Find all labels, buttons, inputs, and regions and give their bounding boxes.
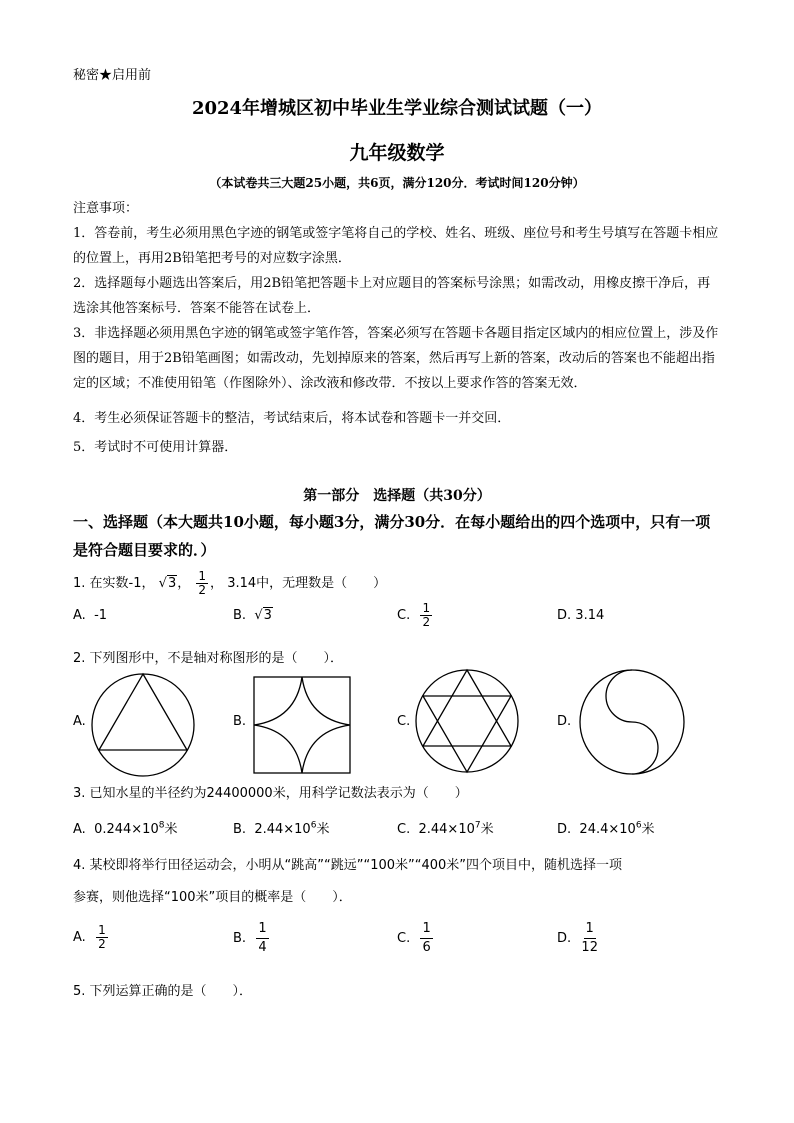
q1-b-sqrt: √3: [254, 608, 272, 623]
q1-d-label: D.: [557, 608, 572, 623]
q4-c-label: C.: [397, 931, 411, 946]
question-3: 3. 已知水星的半径约为24400000米，用科学记数法表示为（ ）: [73, 786, 468, 801]
q4-b-fraction: [256, 920, 268, 957]
q3-d-unit: 米: [641, 822, 655, 837]
q3-b-mantissa: 2.44×10: [254, 822, 311, 837]
q1-a-label: A.: [73, 608, 86, 623]
q4-d-num: 1: [584, 920, 596, 939]
q1-fraction-den: 2: [198, 583, 207, 597]
q4-b-label: B.: [233, 931, 247, 946]
q1-b-label: B.: [233, 608, 247, 623]
q3-b-label: B.: [233, 822, 247, 837]
q4-a-den: 2: [98, 937, 106, 951]
q4-b-num: 1: [256, 920, 268, 939]
q1-sep2: ，: [177, 576, 191, 591]
q4-a-label: A.: [73, 930, 86, 945]
section-heading: 一、选择题（本大题共10小题，每小题3分，满分30分．在每小题给出的四个选项中，只有一项是符合题目要求的．）: [73, 513, 711, 559]
q1-fraction: [196, 570, 208, 597]
q2-label-c: C.: [397, 714, 411, 729]
q4-b-den: 4: [258, 940, 267, 955]
q3-c-mantissa: 2.44×10: [418, 822, 475, 837]
q3-c-exponent: 7: [474, 820, 481, 831]
q1-c-den: 2: [422, 615, 431, 629]
q1-sep3: ，: [210, 576, 224, 591]
q1-root: 3: [167, 576, 177, 591]
q4-option-d: [557, 920, 600, 957]
notes-heading: 注意事项：: [73, 201, 139, 216]
q3-b-exponent: 6: [310, 820, 317, 831]
q4-option-a: [73, 924, 110, 951]
q1-c-fraction: [420, 602, 432, 629]
q3-a-exponent: 8: [158, 820, 165, 831]
q4-option-b: [233, 920, 271, 957]
q1-c-label: C.: [397, 608, 411, 623]
q3-b-unit: 米: [316, 822, 330, 837]
note-item-3: 3．非选择题必须用黑色字迹的钢笔或签字笔作答，答案必须写在答题卡各题目指定区域内的相应位置上，涉及作图的题目，用于2B铅笔画图；如需改动，先划掉原来的答案，然后再写上新的答案，改动后的答案也不能超出指定的区域；不准使用铅笔（作图除外）、涂改液和修改带．不按以上要求作答的答案无效．: [73, 326, 719, 391]
q1-a-value: -1: [94, 608, 108, 623]
q3-c-label: C.: [397, 822, 411, 837]
q1-d-value: 3.14: [575, 608, 605, 623]
exam-title: 2024年增城区初中毕业生学业综合测试试题（一）: [191, 98, 603, 119]
figure-d-circle-s-curve: [578, 668, 686, 776]
note-item-5: 5．考试时不可使用计算器．: [73, 440, 238, 455]
note-item-2: 2．选择题每小题选出答案后，用2B铅笔把答题卡上对应题目的答案标号涂黑；如需改动，用橡皮擦干净后，再选涂其他答案标号．答案不能答在试卷上．: [73, 276, 711, 316]
q4-a-fraction: [96, 924, 108, 951]
part1-heading: 第一部分 选择题（共30分）: [303, 488, 491, 504]
q3-option-a: [73, 818, 177, 837]
q1-post: 中，无理数是（ ）: [256, 576, 387, 591]
q1-pre: 1. 在实数: [73, 576, 129, 591]
q2-label-d: D.: [557, 714, 572, 729]
q4-d-label: D.: [557, 931, 572, 946]
q1-option-b: [233, 608, 273, 623]
exam-info: （本试卷共三大题25小题，共6页，满分120分．考试时间120分钟）: [209, 176, 585, 190]
q4-option-c: [397, 920, 435, 957]
q3-option-d: [557, 818, 655, 837]
question-2: 2. 下列图形中，不是轴对称图形的是（ ）．: [73, 651, 344, 666]
q3-a-label: A.: [73, 822, 86, 837]
q3-d-label: D.: [557, 822, 572, 837]
q3-d-exponent: 6: [635, 820, 642, 831]
secret-label: 秘密★启用前: [73, 68, 152, 83]
q4-a-num: 1: [98, 923, 106, 937]
q4-c-num: 1: [420, 920, 432, 939]
q4-d-fraction: [581, 920, 598, 957]
q3-d-mantissa: 24.4×10: [579, 822, 636, 837]
q1-sqrt: √3: [158, 576, 177, 591]
q4-d-den: 12: [581, 940, 598, 955]
q3-option-c: [397, 818, 494, 837]
figure-b-square-star: [253, 676, 351, 774]
q1-b-root: 3: [263, 608, 272, 623]
note-item-1: 1．答卷前，考生必须用黑色字迹的钢笔或签字笔将自己的学校、姓名、班级、座位号和考生号填写在答题卡相应的位置上，再用2B铅笔把考号的对应数字涂黑．: [73, 226, 719, 266]
q2-label-a: A.: [73, 714, 86, 729]
q3-a-unit: 米: [164, 822, 178, 837]
notes-block: [73, 196, 723, 460]
question-4-line-1: 4. 某校即将举行田径运动会，小明从“跳高”“跳远”“100米”“400米”四个项目中，随机选择一项: [73, 858, 623, 873]
q1-sep: ，: [141, 576, 155, 591]
q1-fraction-num: 1: [198, 569, 207, 583]
question-4-line-2: 参赛，则他选择“100米”项目的概率是（ ）．: [73, 890, 352, 905]
q4-c-den: 6: [422, 940, 431, 955]
q3-a-mantissa: 0.244×10: [94, 822, 159, 837]
subject-title: 九年级数学: [349, 142, 445, 164]
question-1: [73, 570, 386, 597]
question-5: 5. 下列运算正确的是（ ）．: [73, 984, 253, 999]
figure-c-circle-hexagram: [415, 668, 519, 774]
q4-c-fraction: [420, 920, 432, 957]
q1-option-d: [557, 608, 604, 623]
q3-c-unit: 米: [480, 822, 494, 837]
q1-c-num: 1: [422, 601, 431, 615]
figure-a-circle-triangle: [90, 672, 196, 778]
q1-option-a: [73, 608, 107, 623]
q1-option-c: [397, 602, 434, 629]
q3-option-b: [233, 818, 329, 837]
q1-n1: -1: [128, 576, 142, 591]
q2-label-b: B.: [233, 714, 247, 729]
note-item-4: 4．考生必须保证答题卡的整洁，考试结束后，将本试卷和答题卡一并交回．: [73, 411, 511, 426]
q1-n4: 3.14: [227, 576, 257, 591]
